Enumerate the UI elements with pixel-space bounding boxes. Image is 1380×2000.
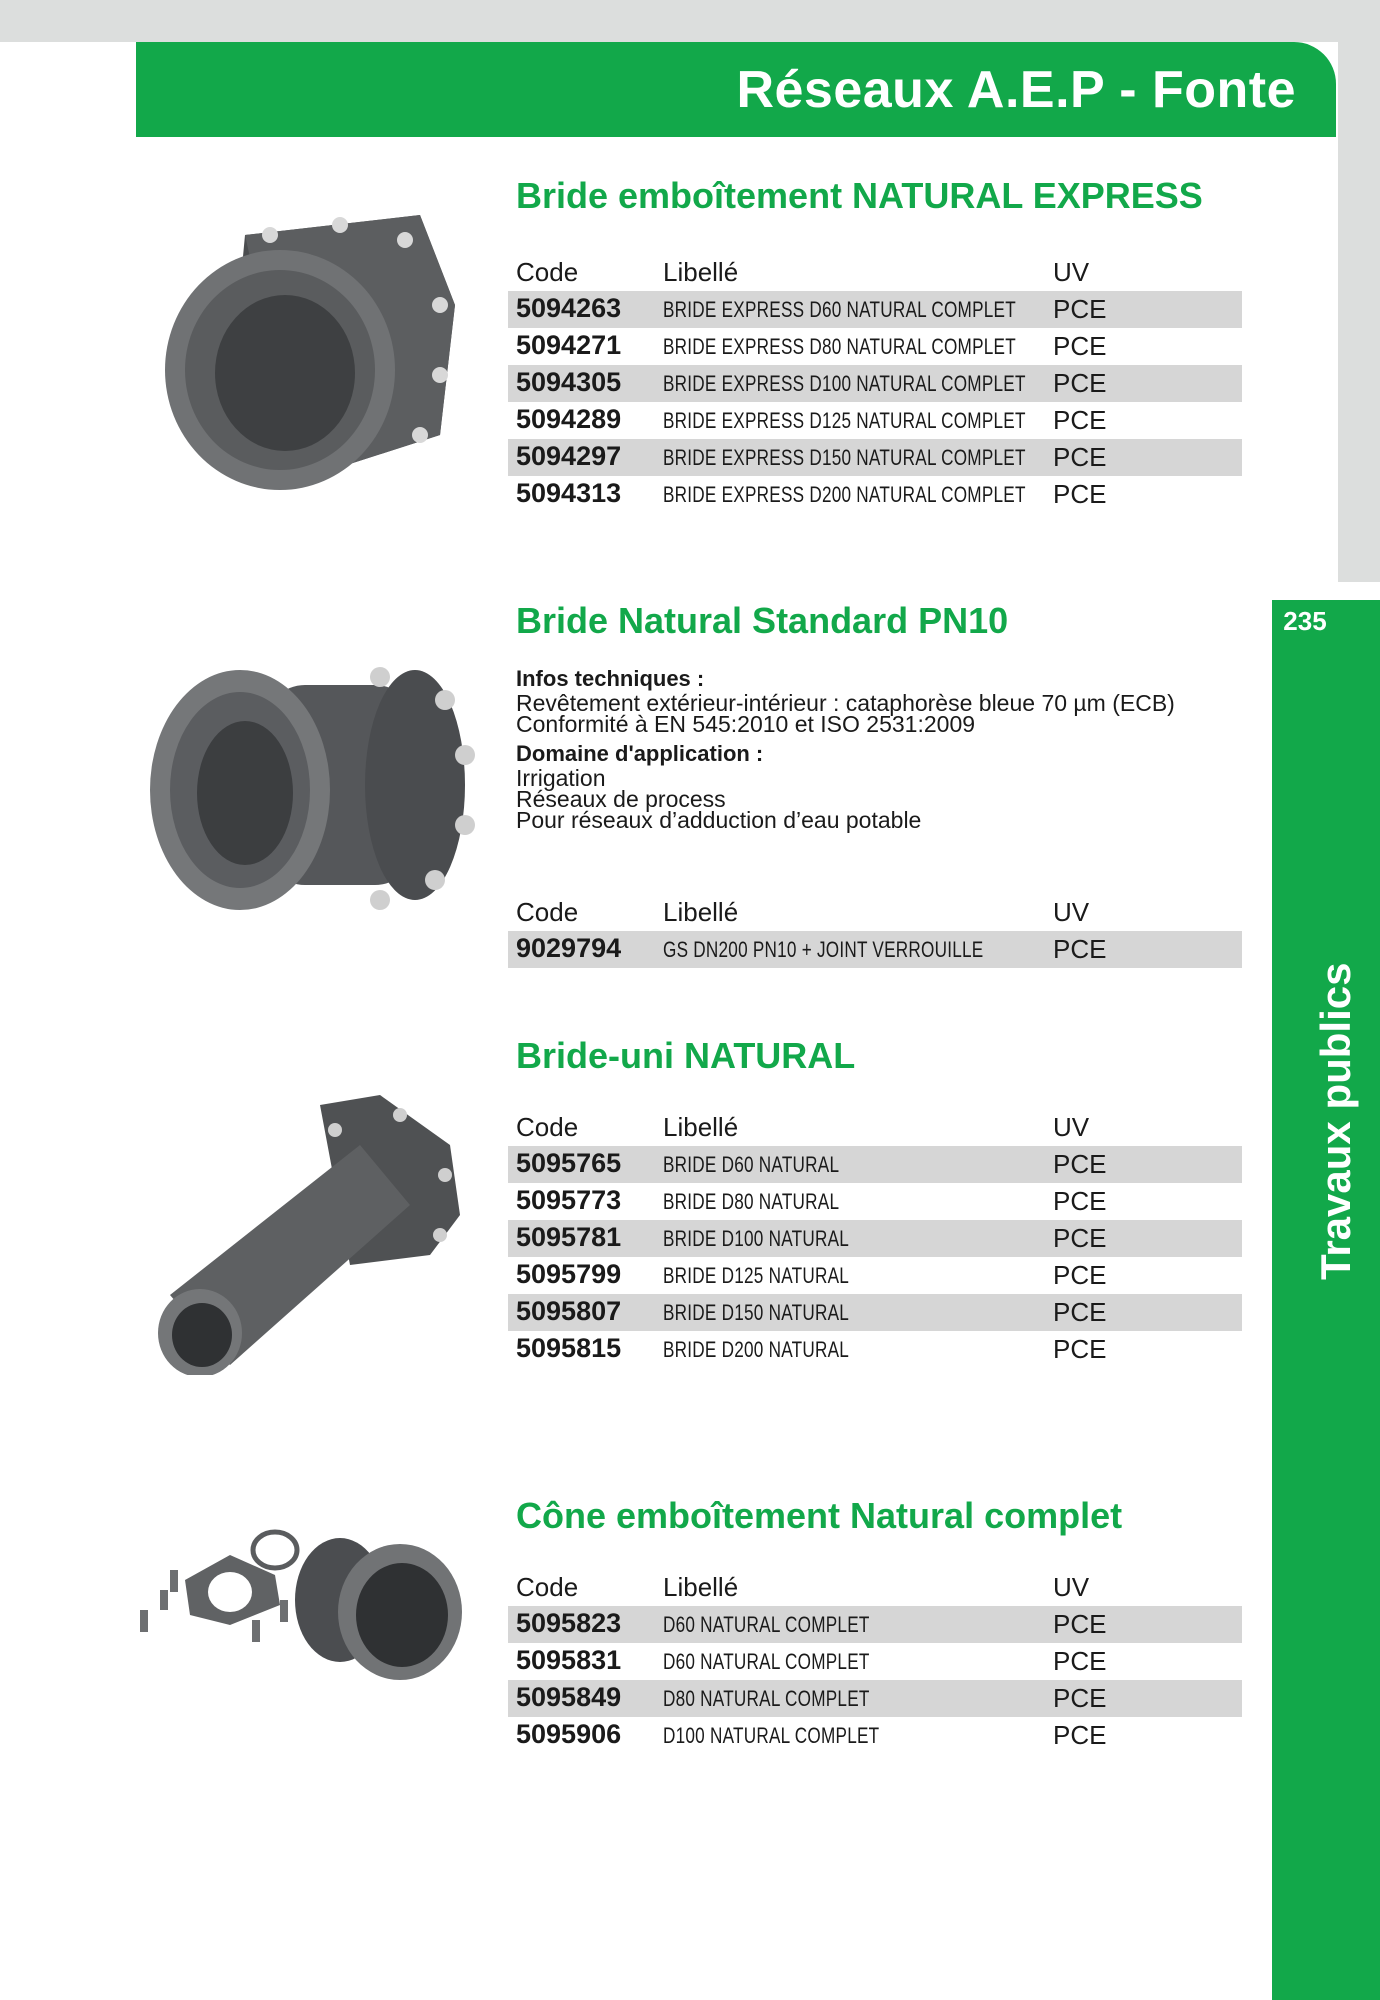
- product-table: [508, 895, 1242, 968]
- table-row: [508, 402, 1242, 439]
- product-libelle: D80 NATURAL COMPLET: [663, 1686, 870, 1711]
- side-tab: [1272, 600, 1380, 2000]
- product-libelle: BRIDE EXPRESS D60 NATURAL COMPLET: [663, 297, 1016, 322]
- product-code: 9029794: [516, 933, 622, 963]
- page-title: Réseaux A.E.P - Fonte: [736, 61, 1296, 119]
- product-uv: PCE: [1053, 1149, 1107, 1179]
- header-band: [136, 42, 1336, 137]
- product-code: 5095849: [516, 1682, 622, 1712]
- product-code: 5094313: [516, 478, 622, 508]
- table-row: [508, 1680, 1242, 1717]
- product-code: 5094263: [516, 293, 622, 323]
- col-code-header: Code: [516, 1572, 579, 1602]
- product-libelle: BRIDE EXPRESS D100 NATURAL COMPLET: [663, 371, 1026, 396]
- product-table: [508, 1570, 1242, 1754]
- col-libelle-header: Libellé: [663, 257, 739, 287]
- product-code: 5095823: [516, 1608, 622, 1638]
- technical-info: [516, 668, 1175, 831]
- section-title: Bride-uni NATURAL: [516, 1035, 856, 1076]
- col-code-header: Code: [516, 897, 579, 927]
- product-uv: PCE: [1053, 1223, 1107, 1253]
- product-code: 5095765: [516, 1148, 622, 1178]
- table-row: [508, 1717, 1242, 1754]
- product-uv: PCE: [1053, 294, 1107, 324]
- section-title: Bride emboîtement NATURAL EXPRESS: [516, 175, 1203, 216]
- product-code: 5094297: [516, 441, 622, 471]
- col-code-header: Code: [516, 1112, 579, 1142]
- col-uv-header: UV: [1053, 1112, 1090, 1142]
- table-header: [508, 895, 1242, 931]
- product-uv: PCE: [1053, 934, 1107, 964]
- product-libelle: BRIDE D125 NATURAL: [663, 1263, 850, 1288]
- table-row: [508, 1331, 1242, 1368]
- product-code: 5094271: [516, 330, 622, 360]
- category-label: Travaux publics: [1312, 962, 1359, 1280]
- product-uv: PCE: [1053, 1720, 1107, 1750]
- infos-line: Conformité à EN 545:2010 et ISO 2531:2009: [516, 711, 976, 737]
- product-libelle: BRIDE EXPRESS D200 NATURAL COMPLET: [663, 482, 1026, 507]
- col-libelle-header: Libellé: [663, 897, 739, 927]
- product-libelle: D60 NATURAL COMPLET: [663, 1612, 870, 1637]
- domaine-line: Irrigation: [516, 765, 606, 791]
- domaine-line: Pour réseaux d’adduction d’eau potable: [516, 807, 922, 833]
- product-code: 5095815: [516, 1333, 622, 1363]
- product-libelle: BRIDE D200 NATURAL: [663, 1337, 850, 1362]
- product-uv: PCE: [1053, 405, 1107, 435]
- product-uv: PCE: [1053, 1297, 1107, 1327]
- right-gray-strip: [1338, 42, 1380, 582]
- infos-line: Revêtement extérieur-intérieur : cataphorèse bleue 70 µm (ECB): [516, 690, 1175, 716]
- product-code: 5095781: [516, 1222, 622, 1252]
- bride-standard-image: [145, 655, 485, 935]
- product-code: 5095773: [516, 1185, 622, 1215]
- section-title: Cône emboîtement Natural complet: [516, 1495, 1123, 1536]
- col-uv-header: UV: [1053, 897, 1090, 927]
- product-code: 5095906: [516, 1719, 622, 1749]
- product-uv: PCE: [1053, 1646, 1107, 1676]
- table-row: [508, 291, 1242, 328]
- table-row: [508, 365, 1242, 402]
- product-uv: PCE: [1053, 1683, 1107, 1713]
- product-uv: PCE: [1053, 1186, 1107, 1216]
- product-libelle: BRIDE D80 NATURAL: [663, 1189, 840, 1214]
- table-row: [508, 1220, 1242, 1257]
- product-code: 5095807: [516, 1296, 622, 1326]
- table-row: [508, 476, 1242, 513]
- table-row: [508, 1606, 1242, 1643]
- table-header: [508, 1110, 1242, 1146]
- product-uv: PCE: [1053, 479, 1107, 509]
- table-row: [508, 1643, 1242, 1680]
- page-number: 235: [1283, 606, 1327, 636]
- product-libelle: GS DN200 PN10 + JOINT VERROUILLE: [663, 937, 984, 962]
- infos-label: Infos techniques :: [516, 666, 705, 691]
- product-uv: PCE: [1053, 1609, 1107, 1639]
- product-libelle: BRIDE D100 NATURAL: [663, 1226, 850, 1251]
- product-uv: PCE: [1053, 442, 1107, 472]
- bride-uni-image: [150, 1085, 470, 1375]
- product-uv: PCE: [1053, 331, 1107, 361]
- col-libelle-header: Libellé: [663, 1572, 739, 1602]
- col-uv-header: UV: [1053, 1572, 1090, 1602]
- table-row: [508, 931, 1242, 968]
- product-table: [508, 1110, 1242, 1368]
- table-row: [508, 1183, 1242, 1220]
- table-row: [508, 328, 1242, 365]
- product-libelle: BRIDE D150 NATURAL: [663, 1300, 850, 1325]
- product-libelle: BRIDE EXPRESS D80 NATURAL COMPLET: [663, 334, 1016, 359]
- product-libelle: BRIDE D60 NATURAL: [663, 1152, 840, 1177]
- product-libelle: D100 NATURAL COMPLET: [663, 1723, 880, 1748]
- product-uv: PCE: [1053, 1260, 1107, 1290]
- top-gray-strip: [0, 0, 1380, 42]
- product-code: 5095799: [516, 1259, 622, 1289]
- domaine-line: Réseaux de process: [516, 786, 726, 812]
- table-row: [508, 1257, 1242, 1294]
- product-code: 5094305: [516, 367, 622, 397]
- product-libelle: BRIDE EXPRESS D150 NATURAL COMPLET: [663, 445, 1026, 470]
- product-libelle: D60 NATURAL COMPLET: [663, 1649, 870, 1674]
- product-uv: PCE: [1053, 1334, 1107, 1364]
- table-row: [508, 1146, 1242, 1183]
- domaine-label: Domaine d'application :: [516, 741, 764, 766]
- table-header: [508, 255, 1242, 291]
- table-row: [508, 439, 1242, 476]
- cone-emboitement-image: [130, 1520, 475, 1690]
- table-header: [508, 1570, 1242, 1606]
- product-table: [508, 255, 1242, 513]
- col-uv-header: UV: [1053, 257, 1090, 287]
- product-code: 5095831: [516, 1645, 622, 1675]
- table-row: [508, 1294, 1242, 1331]
- col-libelle-header: Libellé: [663, 1112, 739, 1142]
- section-title: Bride Natural Standard PN10: [516, 600, 1009, 641]
- product-libelle: BRIDE EXPRESS D125 NATURAL COMPLET: [663, 408, 1026, 433]
- product-uv: PCE: [1053, 368, 1107, 398]
- col-code-header: Code: [516, 257, 579, 287]
- product-code: 5094289: [516, 404, 622, 434]
- bride-express-image: [150, 195, 470, 525]
